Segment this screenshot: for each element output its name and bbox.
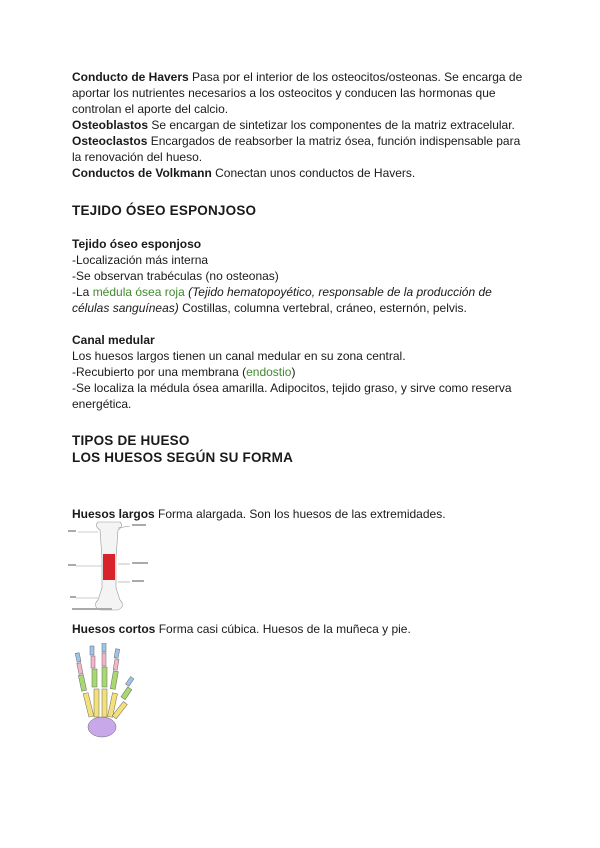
canal-line-3: -Se localiza la médula ósea amarilla. Adipocitos, tejido graso, y sirve como reserva energética. xyxy=(72,381,512,411)
havers-term: Conducto de Havers xyxy=(72,70,189,84)
osteoclastos-paragraph: Osteoclastos Encargados de reabsorber la matriz ósea, función indispensable para la renovación del hueso. xyxy=(72,134,521,164)
esponjoso-title: Tejido óseo esponjoso xyxy=(72,237,202,251)
osteoblastos-paragraph: Osteoblastos Se encargan de sintetizar los componentes de la matriz extracelular. xyxy=(72,118,515,132)
volkmann-paragraph: Conductos de Volkmann Conectan unos conductos de Havers. xyxy=(72,166,416,180)
document-body xyxy=(72,69,542,522)
cortos-term: Huesos cortos xyxy=(72,622,156,636)
osteoclastos-term: Osteoclastos xyxy=(72,134,148,148)
largos-paragraph: Huesos largos Forma alargada. Son los huesos de las extremidades. xyxy=(72,507,446,521)
esponjoso-item-1: -Localización más interna xyxy=(72,253,209,267)
havers-paragraph: Conducto de Havers Pasa por el interior de los osteocitos/osteonas. Se encarga de aportar los nutrientes necesarios a los osteocitos y conducen las hormonas que controlan el aporte del calcio. xyxy=(72,70,523,116)
long-bone-illustration xyxy=(68,518,160,614)
esponjoso-item-2: -Se observan trabéculas (no osteonas) xyxy=(72,269,279,283)
section-heading-forma: LOS HUESOS SEGÚN SU FORMA xyxy=(72,450,294,465)
canal-line-2: -Recubierto por una membrana (endostio) xyxy=(72,365,296,379)
section-heading-esponjoso: TEJIDO ÓSEO ESPONJOSO xyxy=(72,203,257,218)
canal-line-1: Los huesos largos tienen un canal medular en su zona central. xyxy=(72,349,406,363)
section-heading-tipos: TIPOS DE HUESO xyxy=(72,433,190,448)
endostio-term: endostio xyxy=(246,365,292,379)
cortos-paragraph: Huesos cortos Forma casi cúbica. Huesos de la muñeca y pie. xyxy=(72,622,411,636)
medula-roja-term: médula ósea roja xyxy=(92,285,185,299)
largos-term: Huesos largos xyxy=(72,507,155,521)
marrow-highlight xyxy=(103,554,115,580)
volkmann-term: Conductos de Volkmann xyxy=(72,166,212,180)
esponjoso-item-3: -La médula ósea roja (Tejido hematopoyético, responsable de la producción de células sanguíneas) Costillas, columna vertebral, cráneo, esternón, pelvis. xyxy=(72,285,492,315)
canal-title: Canal medular xyxy=(72,333,155,347)
hand-bones-illustration xyxy=(72,643,134,741)
osteoblastos-term: Osteoblastos xyxy=(72,118,149,132)
